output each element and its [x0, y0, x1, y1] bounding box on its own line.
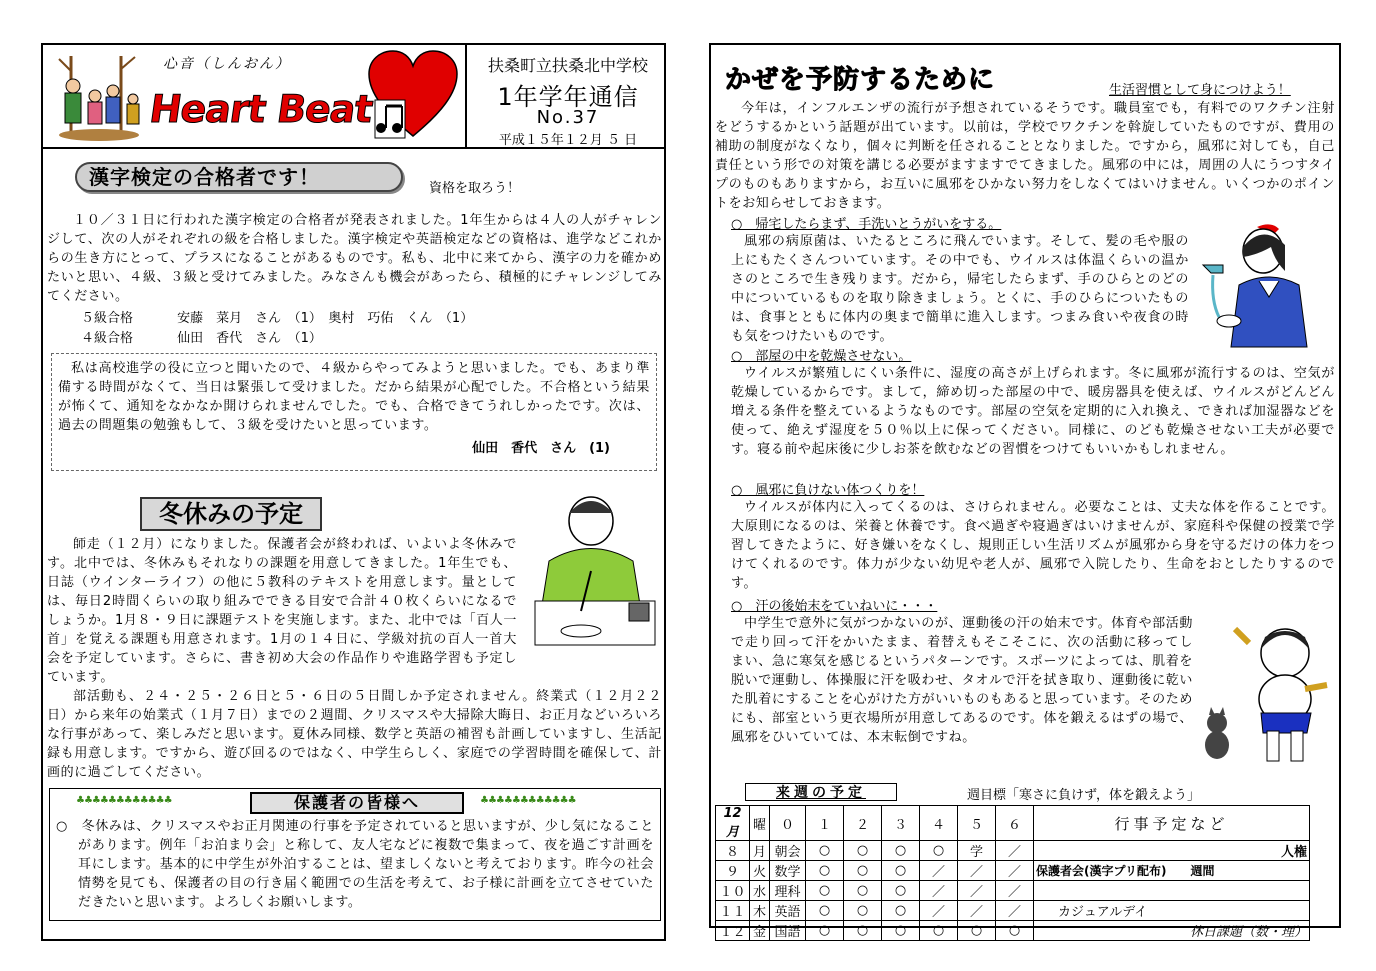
row-cell: ○: [996, 921, 1034, 941]
row-cell: ／: [920, 901, 958, 921]
row-cell: ○: [882, 921, 920, 941]
row-cell: 英語: [770, 901, 806, 921]
winter-break-paragraph-1: 師走（１２月）になりました。保護者会が終われば、いよいよ冬休みです。北中では、冬休みもそれなりの課題を用意してきました。1年生でも、日誌（ウインターライフ）の他に５教科のテキストを用意します。量としては、毎日2時間くらいの取り組みでできる目安で合計４０枚くらいになるでしょうか。1月８・９日に課題テストを実施します。また、北中では「百人一首」を覚える課題も用意されます。1月の１４日に、学級対抗の百人一首大会を予定しています。さらに、書き初め大会の作品作りや進路学習も予定しています。: [47, 537, 517, 685]
issue-date: 平成１５年１２月 ５ 日: [498, 133, 638, 148]
family-illustration-icon: [51, 51, 147, 143]
row-cell: ○: [844, 901, 882, 921]
schedule-row: [716, 841, 1310, 861]
school-name: 扶桑町立扶桑北中学校: [487, 56, 648, 75]
parents-notice-box: [49, 788, 661, 921]
kanji-exam-title: 漢字検定の合格者です！: [75, 162, 403, 192]
header-month: 12月: [716, 806, 750, 841]
header-events: 行事予定など: [1034, 806, 1310, 841]
row-note: カジュアルデイ: [1034, 901, 1310, 921]
schedule-row: [716, 881, 1310, 901]
masthead: [43, 45, 664, 149]
point-heading-2: ○ 部屋の中を乾燥させない。: [731, 349, 912, 364]
point-heading-3: ○ 風邪に負けない体つくりを！: [731, 483, 925, 498]
row-cell: ○: [844, 861, 882, 881]
row-cell: ／: [958, 861, 996, 881]
row-cell: ／: [996, 861, 1034, 881]
result-row-2: [81, 327, 322, 346]
header-period: ３: [882, 806, 920, 841]
row-cell: ○: [920, 841, 958, 861]
row-cell: 国語: [770, 921, 806, 941]
weekly-goal: 週目標「寒さに負けず，体を鍛えよう」: [967, 788, 1200, 803]
decorative-border-icon: ♣♣♣♣♣♣♣♣♣♣♣♣: [480, 795, 576, 806]
row-cell: 朝会: [770, 841, 806, 861]
row-cell: ○: [882, 881, 920, 901]
row-cell: ／: [996, 901, 1034, 921]
row-note: [1034, 881, 1310, 901]
row-cell: 理科: [770, 881, 806, 901]
row-cell: 学: [958, 841, 996, 861]
row-day: １０: [716, 881, 750, 901]
point-text-4: 中学生で意外に気がつかないのが、運動後の汗の始末です。体育や部活動で走り回って汗をかいたまま、着替えもそこそこに、次の活動に移ってしまい、急に寒気を感じるというパターンです。スポーツによっては、肌着を脱いで運動し、体操服に汗を吸わせ、タオルで汗を拭き取り、運動後に乾いた肌着にすることを心がけた方がいいものもあると思っています。そのためにも、部室という更衣場所が用意してあるのです。体を鍛えるはずの場で、風邪をひいていては、本末転倒ですね。: [731, 616, 1194, 745]
row-cell: ○: [806, 901, 844, 921]
row-day: １２: [716, 921, 750, 941]
header-period: １: [806, 806, 844, 841]
row-cell: ／: [920, 861, 958, 881]
newsletter-title: 1年学年通信: [497, 83, 639, 111]
student-message-box: [51, 353, 657, 471]
row-cell: ○: [958, 921, 996, 941]
handwashing-girl-illustration-icon: [1199, 221, 1335, 351]
row-cell: ○: [882, 861, 920, 881]
header-period: ５: [958, 806, 996, 841]
row-cell: ／: [958, 881, 996, 901]
row-cell: ／: [920, 881, 958, 901]
row-cell: ○: [806, 881, 844, 901]
issue-number: No.37: [536, 107, 600, 128]
studying-boy-illustration-icon: [521, 491, 663, 651]
row-cell: ○: [806, 921, 844, 941]
point-heading-1: ○ 帰宅したらまず、手洗いとうがいをする。: [731, 217, 1002, 232]
kanji-exam-subtitle: 資格を取ろう！: [429, 181, 521, 196]
student-signature: 仙田 香代 さん (1): [472, 441, 610, 456]
schedule-row: [716, 861, 1310, 881]
header-period: ２: [844, 806, 882, 841]
header-dow: 曜: [750, 806, 770, 841]
student-message: 私は高校進学の役に立つと聞いたので、４級からやってみようと思いました。でも、あまり準備する時間がなくて、当日は緊張して受けました。だから結果が心配でした。不合格という結果が怖くて、通知をなかなか開けられませんでした。でも、合格できてうれしかったです。次は、過去の問題集の勉強もして、３級を受けたいと思っています。: [58, 361, 650, 433]
cold-prevention-title: かぜを予防するために: [725, 65, 996, 95]
row-note: 保護者会(漢字プリ配布) 週間: [1034, 861, 1310, 881]
masthead-divider: [465, 45, 467, 149]
cold-intro: 今年は，インフルエンザの流行が予想されているそうです。職員室でも，有料でのワクチン注射をどうするかという話題が出ています。以前は，学校でワクチンを斡旋していたものですが、費用の補助の制度がなくなり，個々に判断を任されることとなりました。ですから，風邪に対しても，自己責任という形での対策を講じる必要がますますでてきました。風邪の中には，周囲の人にうつすタイプのものもありますから，お互いに風邪をひかない努力をしなくてはいけません。いくつかのポイントをお知らせしておきます。: [715, 101, 1335, 211]
row-dow: 水: [750, 881, 770, 901]
row-cell: ／: [996, 881, 1034, 901]
header-period: ０: [770, 806, 806, 841]
point-heading-4: ○ 汗の後始末をていねいに・・・: [731, 599, 938, 614]
row-dow: 金: [750, 921, 770, 941]
schedule-title: 来週の予定: [745, 783, 897, 801]
row-dow: 月: [750, 841, 770, 861]
point-text-1: 風邪の病原菌は、いたるところに飛んでいます。そして、髪の毛や服の上にもたくさんついています。その中でも、ウイルスは体温くらいの温かさのところで生き残ります。だから，帰宅したらまず、手のひらとのどの中についているものを取り除きましょう。とくに、手のひらについたものは、食事とともに体内の奥まで簡単に進入します。つまみ食いや夜食の時も気をつけたいものです。: [731, 234, 1189, 344]
right-page: [709, 43, 1341, 940]
row-note: 休日課題（数・理）: [1034, 921, 1310, 941]
point-text-3: ウイルスが体内に入ってくるのは、さけられません。必要なことは、丈夫な体を作ることです。大原則になるのは、栄養と休養です。食べ過ぎや寝過ぎはいけませんが、家庭科や保健の授業で学習してきたように、好き嫌いをなくし、規則正しい生活リズムが風邪から身を守るだけの体力をつけてくれるのです。体力が少ない幼児や老人が、風邪で入院したり、生命をおとしたりするのです。: [731, 500, 1335, 591]
decorative-border-icon: ♣♣♣♣♣♣♣♣♣♣♣♣: [76, 795, 172, 806]
schedule-header-row: [716, 806, 1310, 841]
boy-and-cat-illustration-icon: [1201, 613, 1337, 773]
header-period: ４: [920, 806, 958, 841]
schedule-row: [716, 901, 1310, 921]
row-cell: ○: [882, 901, 920, 921]
kana-title: 心音（しんおん）: [163, 56, 291, 72]
row-cell: ○: [844, 841, 882, 861]
row-day: １１: [716, 901, 750, 921]
result-names: 仙田 香代 さん （1）: [177, 331, 322, 346]
left-page: [41, 43, 666, 941]
logo-text: Heart Beat: [146, 87, 375, 131]
schedule-row: [716, 921, 1310, 941]
row-dow: 火: [750, 861, 770, 881]
winter-break-title: 冬休みの予定: [140, 497, 322, 531]
row-cell: ／: [996, 841, 1034, 861]
row-cell: ○: [844, 881, 882, 901]
heart-icon: [365, 48, 461, 140]
result-level: ４級合格: [81, 331, 134, 346]
row-dow: 木: [750, 901, 770, 921]
row-cell: ○: [844, 921, 882, 941]
parents-notice-title: 保護者の皆様へ: [250, 792, 464, 814]
row-cell: ／: [958, 901, 996, 921]
row-cell: ○: [920, 921, 958, 941]
row-cell: 数学: [770, 861, 806, 881]
row-cell: ○: [806, 841, 844, 861]
result-row-1: [81, 307, 473, 326]
parents-notice-text: ○ 冬休みは、クリスマスやお正月関連の行事を予定されていると思いますが、少し気になることがあります。例年「お泊まり会」と称して、友人宅などに複数で集まって、夜を過ごす計画を耳にします。基本的に中学生が外泊することは、望ましくないと考えております。昨今の社会情勢を見ても、保護者の目の行き届く範囲での生活を考えて、お子様に計画を立てさせていただきたいと思います。よろしくお願いします。: [56, 819, 654, 910]
schedule-table: [715, 805, 1310, 941]
result-names: 安藤 菜月 さん （1） 奥村 巧佑 くん （1）: [177, 311, 474, 326]
header-period: ６: [996, 806, 1034, 841]
row-day: ８: [716, 841, 750, 861]
point-text-2: ウイルスが繁殖しにくい条件に、湿度の高さが上げられます。冬に風邪が流行するのは、空気が乾燥しているからです。まして，締め切った部屋の中で、暖房器具を使えば、ウイルスがどんどん増える条件を整えているようなものです。部屋の空気を定期的に入れ換え、できれば加湿器などを使って、絶えず湿度を５０％以上に保ってください。同様に、のども乾燥させない工夫が必要です。寝る前や起床後に少しお茶を飲むなどの習慣をつけてもいいかもしれません。: [731, 366, 1335, 457]
kanji-exam-paragraph: １０／３１日に行われた漢字検定の合格者が発表されました。1年生からは４人の人がチャレンジして、次の人がそれぞれの級を合格しました。漢字検定や英語検定などの資格は、進学などこれからの生き方にとって、プラスになることがあるものです。私も、北中に来てから、漢字の力を確かめたいと思い、４級、３級と受けてみました。みなさんも機会があったら、積極的にチャレンジしてみてください。: [47, 213, 662, 304]
row-note: 人権: [1034, 841, 1310, 861]
cold-prevention-subtitle: 生活習慣として身につけよう！: [1109, 83, 1291, 98]
row-cell: ○: [882, 841, 920, 861]
winter-break-paragraph-2: 部活動も、２４・２５・２６日と５・６日の５日間しか予定されません。終業式（１２月２２日）から来年の始業式（１月７日）までの２週間、クリスマスや大掃除大晦日、お正月などいろいろな行事があって、楽しみだと思います。夏休み同様、数学と英語の補習も計画していますし、生活記録も用意します。ですから、遊び回るのではなく、中学生らしく、家庭での学習時間を確保して、計画的に過ごしてください。: [47, 689, 662, 780]
result-level: ５級合格: [81, 311, 134, 326]
row-cell: ○: [806, 861, 844, 881]
row-day: ９: [716, 861, 750, 881]
